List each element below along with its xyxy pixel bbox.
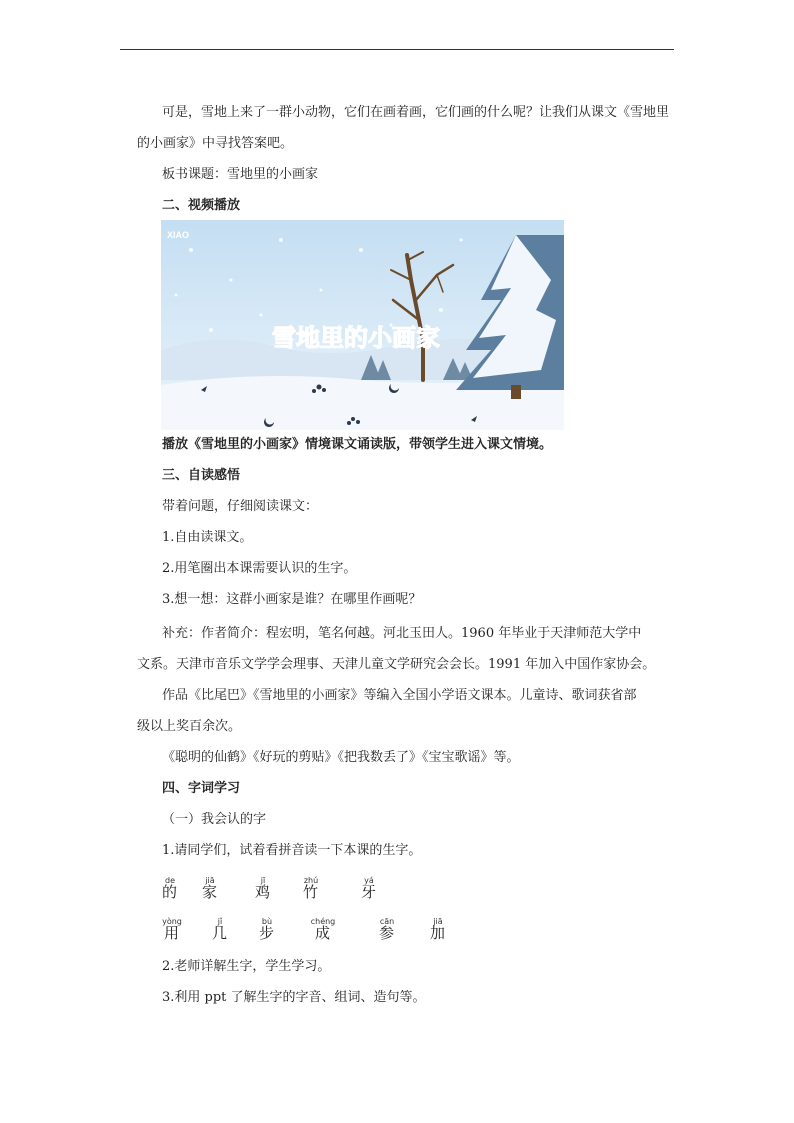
hanzi: 参	[379, 924, 395, 942]
pinyin: yòng	[162, 917, 182, 926]
section2-heading: 二、视频播放	[162, 198, 241, 213]
works-line1: 作品《比尾巴》《雪地里的小画家》等编入全国小学语文课本。儿童诗、歌词获省部	[162, 688, 637, 703]
step-explain: 2.老师详解生字，学生学习。	[162, 959, 331, 974]
read-intro: 带着问题，仔细阅读课文：	[162, 499, 319, 514]
video-logo: XIAO	[167, 230, 190, 240]
pinyin: jiā	[433, 917, 443, 926]
hanzi: 几	[212, 924, 228, 942]
video-caption: 播放《雪地里的小画家》情境课文诵读版，带领学生进入课文情境。	[162, 437, 553, 452]
pinyin: zhú	[303, 876, 319, 885]
step1: 1.自由读课文。	[162, 530, 253, 545]
pinyin: bù	[261, 917, 273, 926]
pinyin: jiā	[205, 876, 215, 885]
hanzi: 用	[164, 924, 180, 942]
pinyin: de	[165, 876, 175, 885]
board-title: 板书课题：雪地里的小画家	[162, 167, 319, 182]
supplement-line2: 文系。天津市音乐文学学会理事、天津儿童文学研究会会长。1991 年加入中国作家协会。	[137, 657, 656, 672]
header-rule	[120, 49, 674, 50]
section3-heading: 三、自读感悟	[162, 468, 241, 483]
video-title: 雪地里的小画家	[272, 324, 440, 352]
hanzi: 鸡	[255, 883, 271, 901]
hanzi: 成	[315, 924, 331, 942]
hanzi: 家	[202, 883, 218, 901]
pinyin: yá	[364, 876, 374, 885]
pinyin: jǐ	[217, 917, 223, 926]
hanzi: 牙	[361, 883, 377, 901]
step3: 3.想一想：这群小画家是谁？在哪里作画呢？	[162, 592, 422, 607]
pinyin: chéng	[310, 917, 336, 926]
sub1-heading: （一）我会认的字	[162, 812, 267, 827]
video-frame[interactable]	[161, 220, 564, 430]
hanzi: 竹	[303, 883, 319, 901]
hanzi: 步	[259, 924, 275, 942]
step-ppt: 3.利用 ppt 了解生字的字音、组词、造句等。	[162, 990, 426, 1005]
works-line3: 《聪明的仙鹤》《好玩的剪贴》《把我数丢了》《宝宝歌谣》等。	[162, 750, 520, 765]
intro-paragraph-line1: 可是，雪地上来了一群小动物，它们在画着画，它们画的什么呢？让我们从课文《雪地里	[162, 105, 670, 120]
hanzi: 的	[162, 883, 178, 901]
intro-paragraph-line2: 的小画家》中寻找答案吧。	[137, 136, 294, 151]
video-scene	[161, 220, 564, 430]
section4-heading: 四、字词学习	[162, 781, 241, 796]
hanzi: 加	[430, 924, 446, 942]
pinyin: jī	[260, 876, 266, 885]
supplement-line1: 补充：作者简介：程宏明，笔名何越。河北玉田人。1960 年毕业于天津师范大学中	[162, 626, 642, 641]
works-line2: 级以上奖百余次。	[137, 719, 242, 734]
pinyin: cān	[379, 917, 395, 926]
step2: 2.用笔圈出本课需要认识的生字。	[162, 561, 357, 576]
pinyin-intro: 1.请同学们，试着看拼音读一下本课的生字。	[162, 843, 422, 858]
